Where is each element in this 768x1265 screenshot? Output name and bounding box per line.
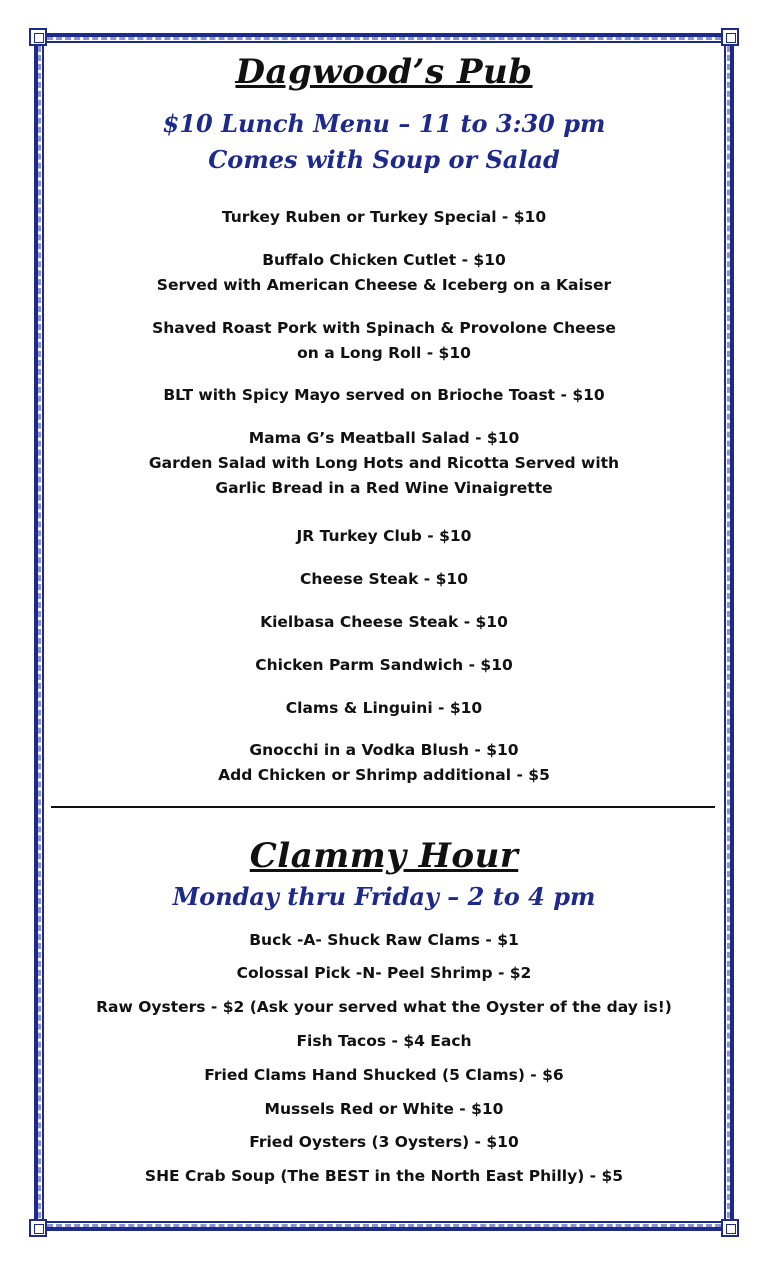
menu-item-line: Raw Oysters - $2 (Ask your served what the Oyster of the day is!) [96, 998, 672, 1016]
clammy-hour-title: Clammy Hour [249, 836, 519, 876]
menu-item-line: Clams & Linguini - $10 [285, 699, 483, 717]
lunch-item [50, 205, 718, 230]
lunch-item [50, 610, 718, 635]
lunch-item [50, 316, 718, 366]
clammy-item [50, 1029, 718, 1054]
lunch-subheader [50, 106, 718, 178]
menu-item-line: Kielbasa Cheese Steak - $10 [260, 613, 508, 631]
lunch-item [50, 248, 718, 298]
clammy-item [50, 995, 718, 1020]
menu-item-line: Garden Salad with Long Hots and Ricotta Served with [148, 454, 620, 472]
lunch-menu-hours: $10 Lunch Menu – 11 to 3:30 pm [162, 109, 606, 138]
lunch-item [50, 696, 718, 721]
section-divider [51, 806, 715, 808]
menu-item-line: Fish Tacos - $4 Each [296, 1032, 472, 1050]
clammy-item [50, 961, 718, 986]
menu-item-line: SHE Crab Soup (The BEST in the North East Philly) - $5 [144, 1167, 624, 1185]
menu-item-line: Fried Clams Hand Shucked (5 Clams) - $6 [204, 1066, 564, 1084]
menu-item-line: Mama G’s Meatball Salad - $10 [248, 429, 520, 447]
lunch-item [50, 426, 718, 501]
clammy-header [50, 834, 718, 878]
lunch-menu-includes: Comes with Soup or Salad [208, 145, 560, 174]
menu-item-line: Gnocchi in a Vodka Blush - $10 [249, 741, 519, 759]
lunch-item [50, 738, 718, 788]
menu-item-line: Add Chicken or Shrimp additional - $5 [218, 766, 550, 784]
lunch-header [50, 50, 718, 94]
menu-item-line: Garlic Bread in a Red Wine Vinaigrette [215, 479, 553, 497]
clammy-item [50, 1063, 718, 1088]
lunch-item [50, 383, 718, 408]
clammy-item [50, 928, 718, 953]
menu-item-line: Colossal Pick -N- Peel Shrimp - $2 [236, 964, 532, 982]
clammy-hour-days: Monday thru Friday – 2 to 4 pm [172, 882, 596, 911]
lunch-item [50, 524, 718, 549]
menu-item-line: Turkey Ruben or Turkey Special - $10 [221, 208, 547, 226]
menu-item-line: Buffalo Chicken Cutlet - $10 [262, 251, 506, 269]
clammy-item [50, 1097, 718, 1122]
corner-ornament [29, 28, 47, 46]
clammy-item [50, 1164, 718, 1189]
menu-item-line: JR Turkey Club - $10 [296, 527, 472, 545]
menu-item-line: Shaved Roast Pork with Spinach & Provolone Cheese [152, 319, 616, 337]
clammy-subheader [50, 879, 718, 915]
menu-item-line: Buck -A- Shuck Raw Clams - $1 [249, 931, 519, 949]
clammy-item [50, 1130, 718, 1155]
menu-item-line: on a Long Roll - $10 [297, 344, 471, 362]
menu-item-line: Cheese Steak - $10 [299, 570, 468, 588]
pub-title: Dagwood’s Pub [235, 52, 533, 92]
menu-item-line: Mussels Red or White - $10 [264, 1100, 504, 1118]
corner-ornament [721, 1219, 739, 1237]
corner-ornament [721, 28, 739, 46]
menu-item-line: Chicken Parm Sandwich - $10 [255, 656, 513, 674]
corner-ornament [29, 1219, 47, 1237]
menu-item-line: Served with American Cheese & Iceberg on a Kaiser [156, 276, 612, 294]
lunch-item [50, 567, 718, 592]
lunch-item [50, 653, 718, 678]
menu-item-line: Fried Oysters (3 Oysters) - $10 [249, 1133, 519, 1151]
menu-item-line: BLT with Spicy Mayo served on Brioche Toast - $10 [163, 386, 605, 404]
